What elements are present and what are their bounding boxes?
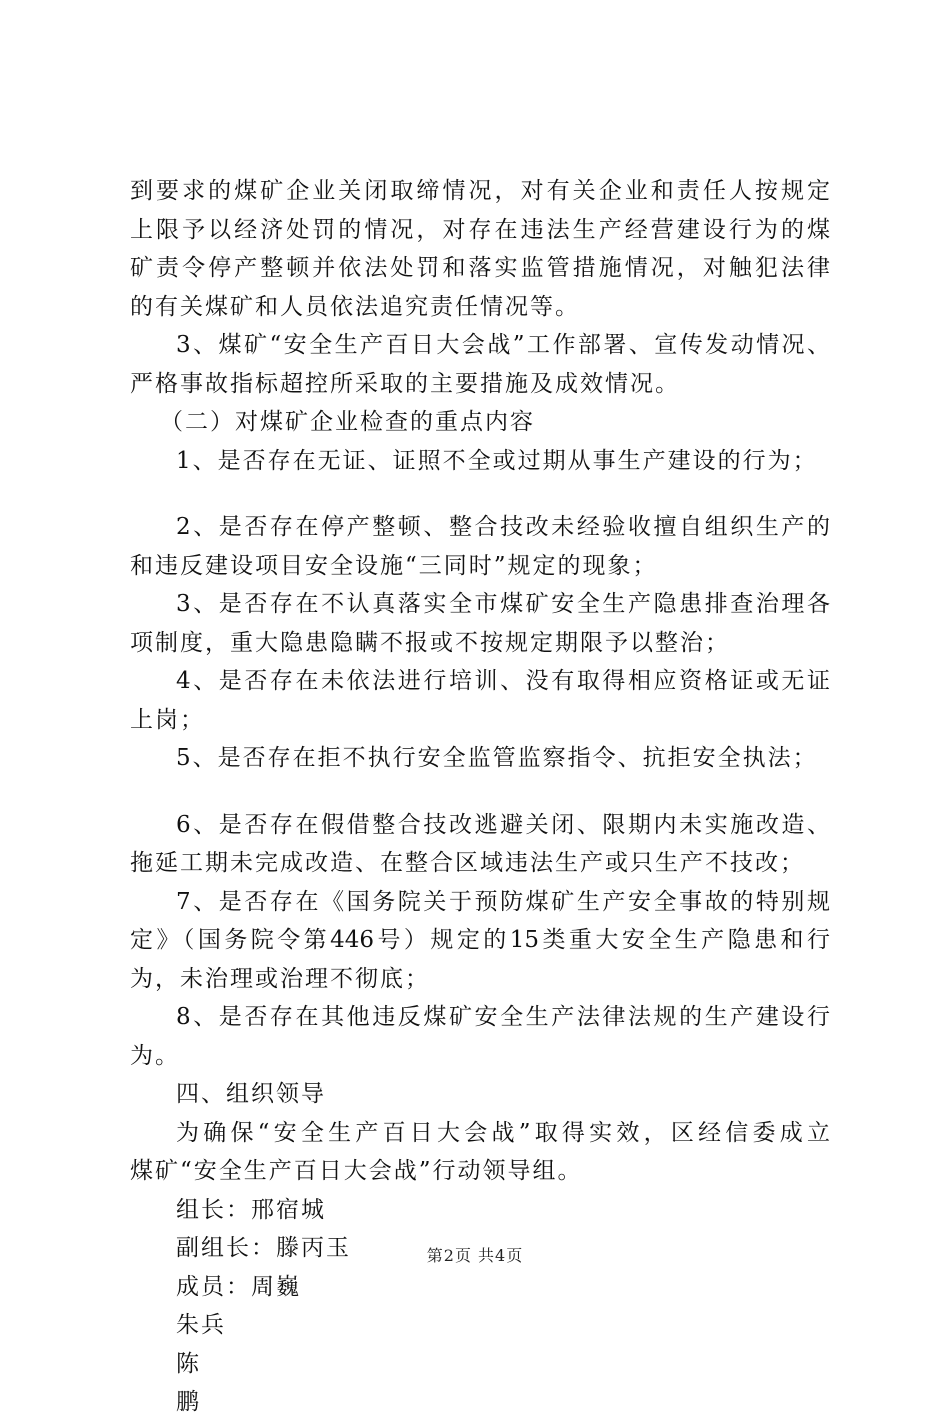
text-line: 定》（国务院令第446号）规定的15类重大安全生产隐患和行: [130, 927, 830, 953]
text-line: 和违反建设项目安全设施“三同时”规定的现象；: [130, 552, 658, 579]
list-item: 2、是否存在停产整顿、整合技改未经验收擅自组织生产的: [176, 514, 830, 540]
list-item: 8、是否存在其他违反煤矿安全生产法律法规的生产建设行: [176, 1004, 830, 1030]
text-line: 为。: [130, 1042, 180, 1069]
member-line: 陈: [176, 1350, 201, 1377]
list-item: 7、是否存在《国务院关于预防煤矿生产安全事故的特别规: [176, 888, 830, 915]
page-number: 第2页 共4页: [426, 1246, 524, 1265]
list-item: 6、是否存在假借整合技改逃避关闭、限期内未实施改造、: [176, 811, 830, 838]
text-line: 为确保“安全生产百日大会战”取得实效，区经信委成立: [176, 1119, 830, 1146]
text-line: 拖延工期未完成改造、在整合区域违法生产或只生产不技改；: [130, 850, 805, 876]
section-heading: （二）对煤矿企业检查的重点内容: [160, 409, 535, 435]
deputy-leader-line: 副组长：滕丙玉: [176, 1235, 351, 1261]
text-line: 煤矿“安全生产百日大会战”行动领导组。: [130, 1158, 583, 1184]
text-line: 项制度，重大隐患隐瞒不报或不按规定期限予以整治；: [130, 629, 730, 656]
member-line: 鹏: [176, 1389, 201, 1415]
list-item: 5、是否存在拒不执行安全监管监察指令、抗拒安全执法；: [176, 745, 818, 771]
section-heading: 四、组织领导: [176, 1081, 326, 1107]
text-line: 到要求的煤矿企业关闭取缔情况，对有关企业和责任人按规定: [130, 178, 830, 204]
text-line: 3、煤矿“安全生产百日大会战”工作部署、宣传发动情况、: [176, 332, 830, 358]
blank-line: [130, 778, 830, 806]
list-item: 3、是否存在不认真落实全市煤矿安全生产隐患排查治理各: [176, 591, 830, 617]
text-line: 矿责令停产整顿并依法处罚和落实监管措施情况，对触犯法律: [130, 255, 830, 281]
member-line: 成员：周巍: [176, 1273, 301, 1300]
blank-line: [130, 480, 830, 508]
text-line: 为，未治理或治理不彻底；: [130, 965, 430, 992]
text-line: 的有关煤矿和人员依法追究责任情况等。: [130, 293, 580, 320]
text-line: 上限予以经济处罚的情况，对存在违法生产经营建设行为的煤: [130, 216, 830, 243]
document-body: [130, 172, 830, 1422]
text-line: 上岗；: [130, 706, 205, 733]
text-line: 严格事故指标超控所采取的主要措施及成效情况。: [130, 370, 680, 397]
leader-line: 组长：邢宿城: [176, 1196, 326, 1223]
list-item: 1、是否存在无证、证照不全或过期从事生产建设的行为；: [176, 447, 818, 474]
member-line: 朱兵: [176, 1312, 226, 1338]
list-item: 4、是否存在未依法进行培训、没有取得相应资格证或无证: [176, 668, 830, 694]
